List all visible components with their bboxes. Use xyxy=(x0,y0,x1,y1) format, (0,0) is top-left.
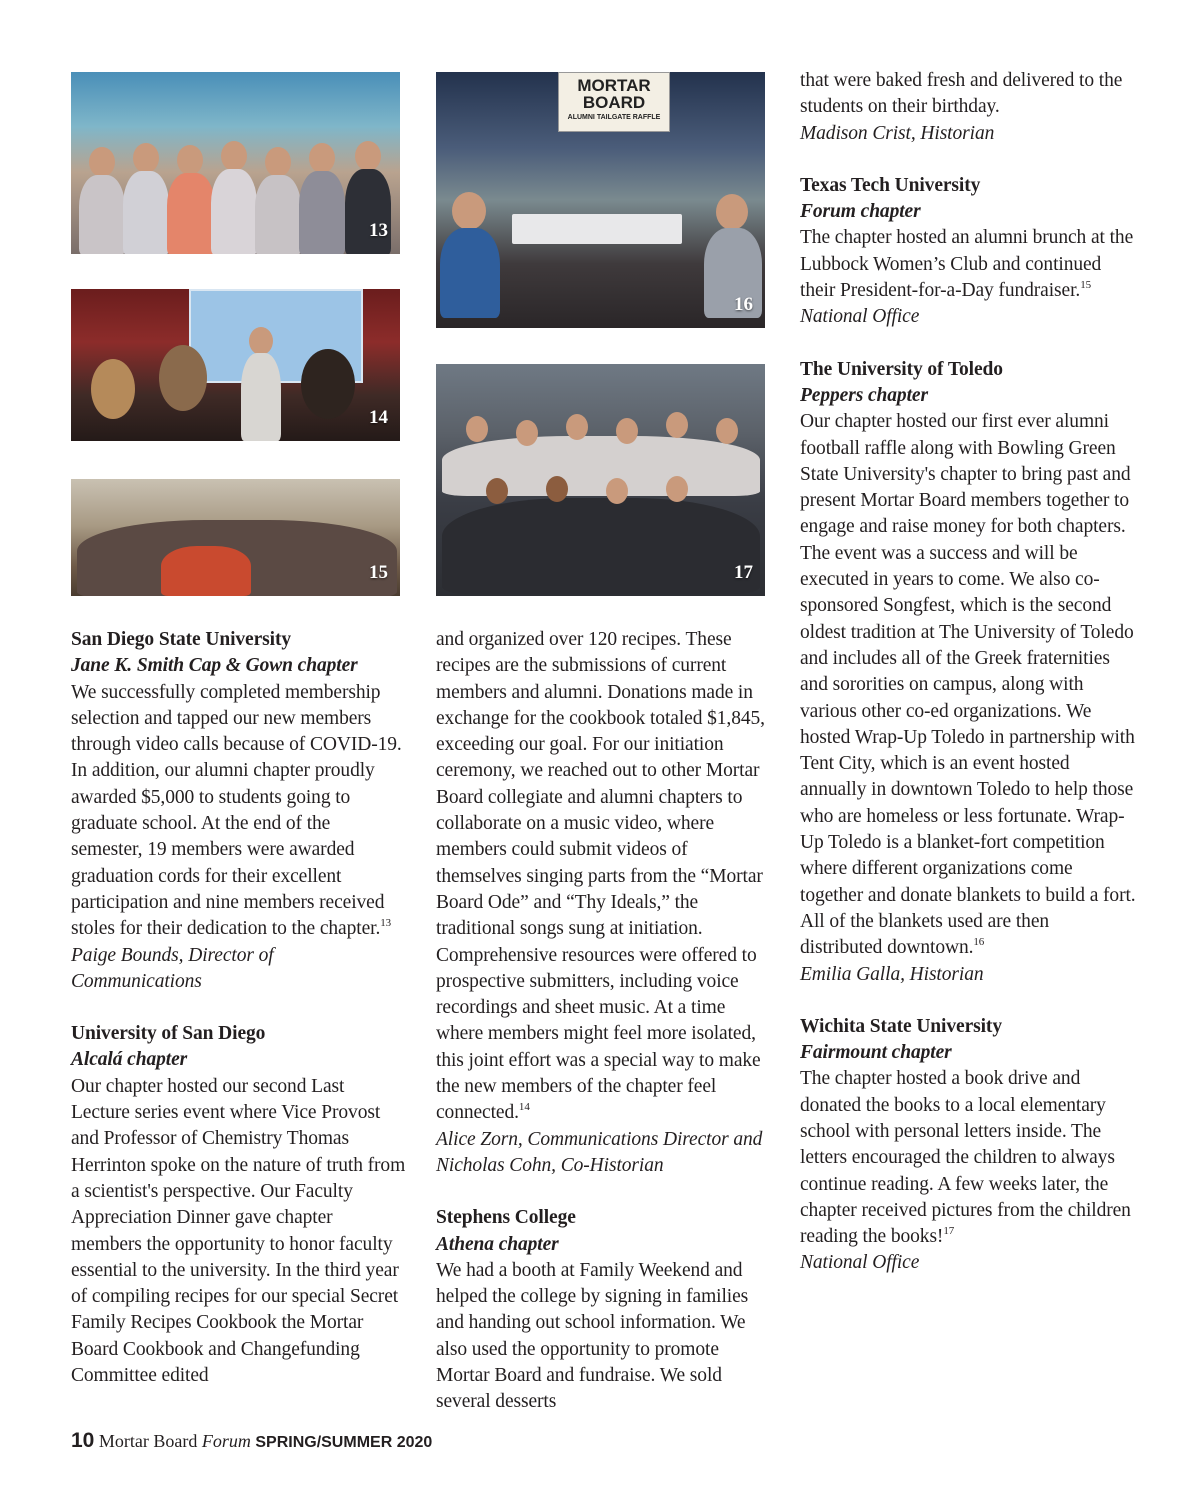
photo-number: 13 xyxy=(369,220,388,241)
sign-subtitle: ALUMNI TAILGATE RAFFLE xyxy=(567,114,661,121)
photo-number: 16 xyxy=(734,294,753,315)
section-author: Emilia Galla, Historian xyxy=(800,963,984,985)
section-school-name: University of San Diego xyxy=(71,1023,266,1045)
section-school-name: Stephens College xyxy=(436,1207,576,1229)
section-author: National Office xyxy=(800,306,920,328)
tailgate-sign xyxy=(558,72,670,132)
page-footer xyxy=(71,1429,432,1453)
page-number: 10 xyxy=(71,1429,95,1452)
photo-16 xyxy=(436,72,765,328)
section-body: and organized over 120 recipes. These recipes are the submissions of current members and alumni. Donations made in exchange for the cookbook totaled $1,845, exceeding our goal. For our initiation ceremony, we reached out to other Mortar Board collegiate and alumni chapters to collaborate on a music video, where members could submit videos of themselves singing parts from the “Mortar Board Ode” and “Thy Ideals,” the traditional songs sung at initiation. Comprehensive resources were offered to prospective submitters, including voice recordings and sheet music. At a time where members might feel more isolated, this joint effort was a special way to make the new members of the chapter feel connected.$^{14}$ xyxy=(436,629,765,1124)
footnote-ref: 17 xyxy=(943,1225,955,1238)
photo-number: 17 xyxy=(734,562,753,583)
column-1-text xyxy=(71,627,406,1389)
section-body: that were baked fresh and delivered to the students on their birthday. xyxy=(800,70,1123,118)
section-author: Alice Zorn, Communications Director and Nicholas Cohn, Co-Historian xyxy=(436,1128,763,1176)
section-chapter-name: Alcalá chapter xyxy=(71,1049,188,1071)
footnote-ref: 15 xyxy=(1080,279,1091,292)
section-school-name: The University of Toledo xyxy=(800,358,1003,380)
photo-number: 14 xyxy=(369,407,388,428)
magazine-name-italic: Forum xyxy=(201,1431,251,1451)
section-body: The chapter hosted a book drive and donated the books to a local elementary school with personal letters inside. The letters encouraged the children to always continue reading. A few weeks later, the chapter received pictures from the children reading the books!$^{17}$ xyxy=(800,1068,1131,1248)
section-school-name: Wichita State University xyxy=(800,1015,1002,1037)
group-of-people-illustration xyxy=(71,502,400,596)
photo-17 xyxy=(436,364,765,596)
magazine-name: Mortar Board xyxy=(98,1431,198,1451)
section-author: Paige Bounds, Director of Communications xyxy=(71,944,274,992)
group-of-students-illustration xyxy=(71,141,400,254)
section-chapter-name: Forum chapter xyxy=(800,201,921,223)
section-body: We successfully completed membership selection and tapped our new members through video calls because of COVID-19. In addition, our alumni chapter proudly awarded $5,000 to students going to graduate school. At the end of the semester, 19 members were awarded graduation cords for their excellent participation and nine members received stoles for their dedication to the chapter.$^{13}$ xyxy=(71,681,402,940)
footnote-ref: 14 xyxy=(518,1101,530,1114)
issue-label: SPRING/SUMMER 2020 xyxy=(255,1434,433,1451)
photo-14 xyxy=(71,289,400,441)
footnote-ref: 16 xyxy=(973,936,985,949)
footnote-ref: 13 xyxy=(380,917,392,930)
photo-number: 15 xyxy=(369,562,388,583)
photo-15 xyxy=(71,479,400,596)
section-chapter-name: Athena chapter xyxy=(436,1233,559,1255)
section-chapter-name: Peppers chapter xyxy=(800,384,928,406)
group-of-children-illustration xyxy=(436,406,765,596)
section-chapter-name: Fairmount chapter xyxy=(800,1042,952,1064)
section-body: The chapter hosted an alumni brunch at the Lubbock Women’s Club and continued their President-for-a-Day fundraiser.$^{15}$ xyxy=(800,227,1134,302)
section-school-name: Texas Tech University xyxy=(800,174,981,196)
section-author: National Office xyxy=(800,1252,920,1274)
section-body: Our chapter hosted our second Last Lecture series event where Vice Provost and Professor of Chemistry Thomas Herrinton spoke on the nature of truth from a scientist's perspective. Our Faculty Appreciation Dinner gave chapter members the opportunity to honor faculty essential to the university. In the third year of compiling recipes for our special Secret Family Recipes Cookbook the Mortar Board Cookbook and Changefunding Committee edited xyxy=(71,1075,406,1387)
photo-13 xyxy=(71,72,400,254)
section-school-name: San Diego State University xyxy=(71,629,292,650)
sign-title: MORTAR BOARD xyxy=(577,76,651,112)
section-chapter-name: Jane K. Smith Cap & Gown chapter xyxy=(71,655,358,677)
column-2-text xyxy=(436,627,766,1416)
section-body: We had a booth at Family Weekend and helped the college by signing in families and handing out school information. We also used the opportunity to promote Mortar Board and fundraise. We sold several desserts xyxy=(436,1259,749,1413)
column-3-text xyxy=(800,68,1136,1277)
section-author: Madison Crist, Historian xyxy=(800,122,995,144)
section-body: Our chapter hosted our first ever alumni football raffle along with Bowling Green State University's chapter to bring past and present Mortar Board members together to engage and raise money for both chapters. The event was a success and will be executed in years to come. We also co-sponsored Songfest, which is the second oldest tradition at The University of Toledo and includes all of the Greek fraternities and sororities on campus, along with various other co-ed organizations. We hosted Wrap-Up Toledo in partnership with Tent City, which is an event hosted annually in downtown Toledo to help those who are homeless or less fortunate. Wrap-Up Toledo is a blanket-fort competition where different organizations come together and donate blankets to build a fort. All of the blankets used are then distributed downtown.$^{16}$ xyxy=(800,411,1136,959)
